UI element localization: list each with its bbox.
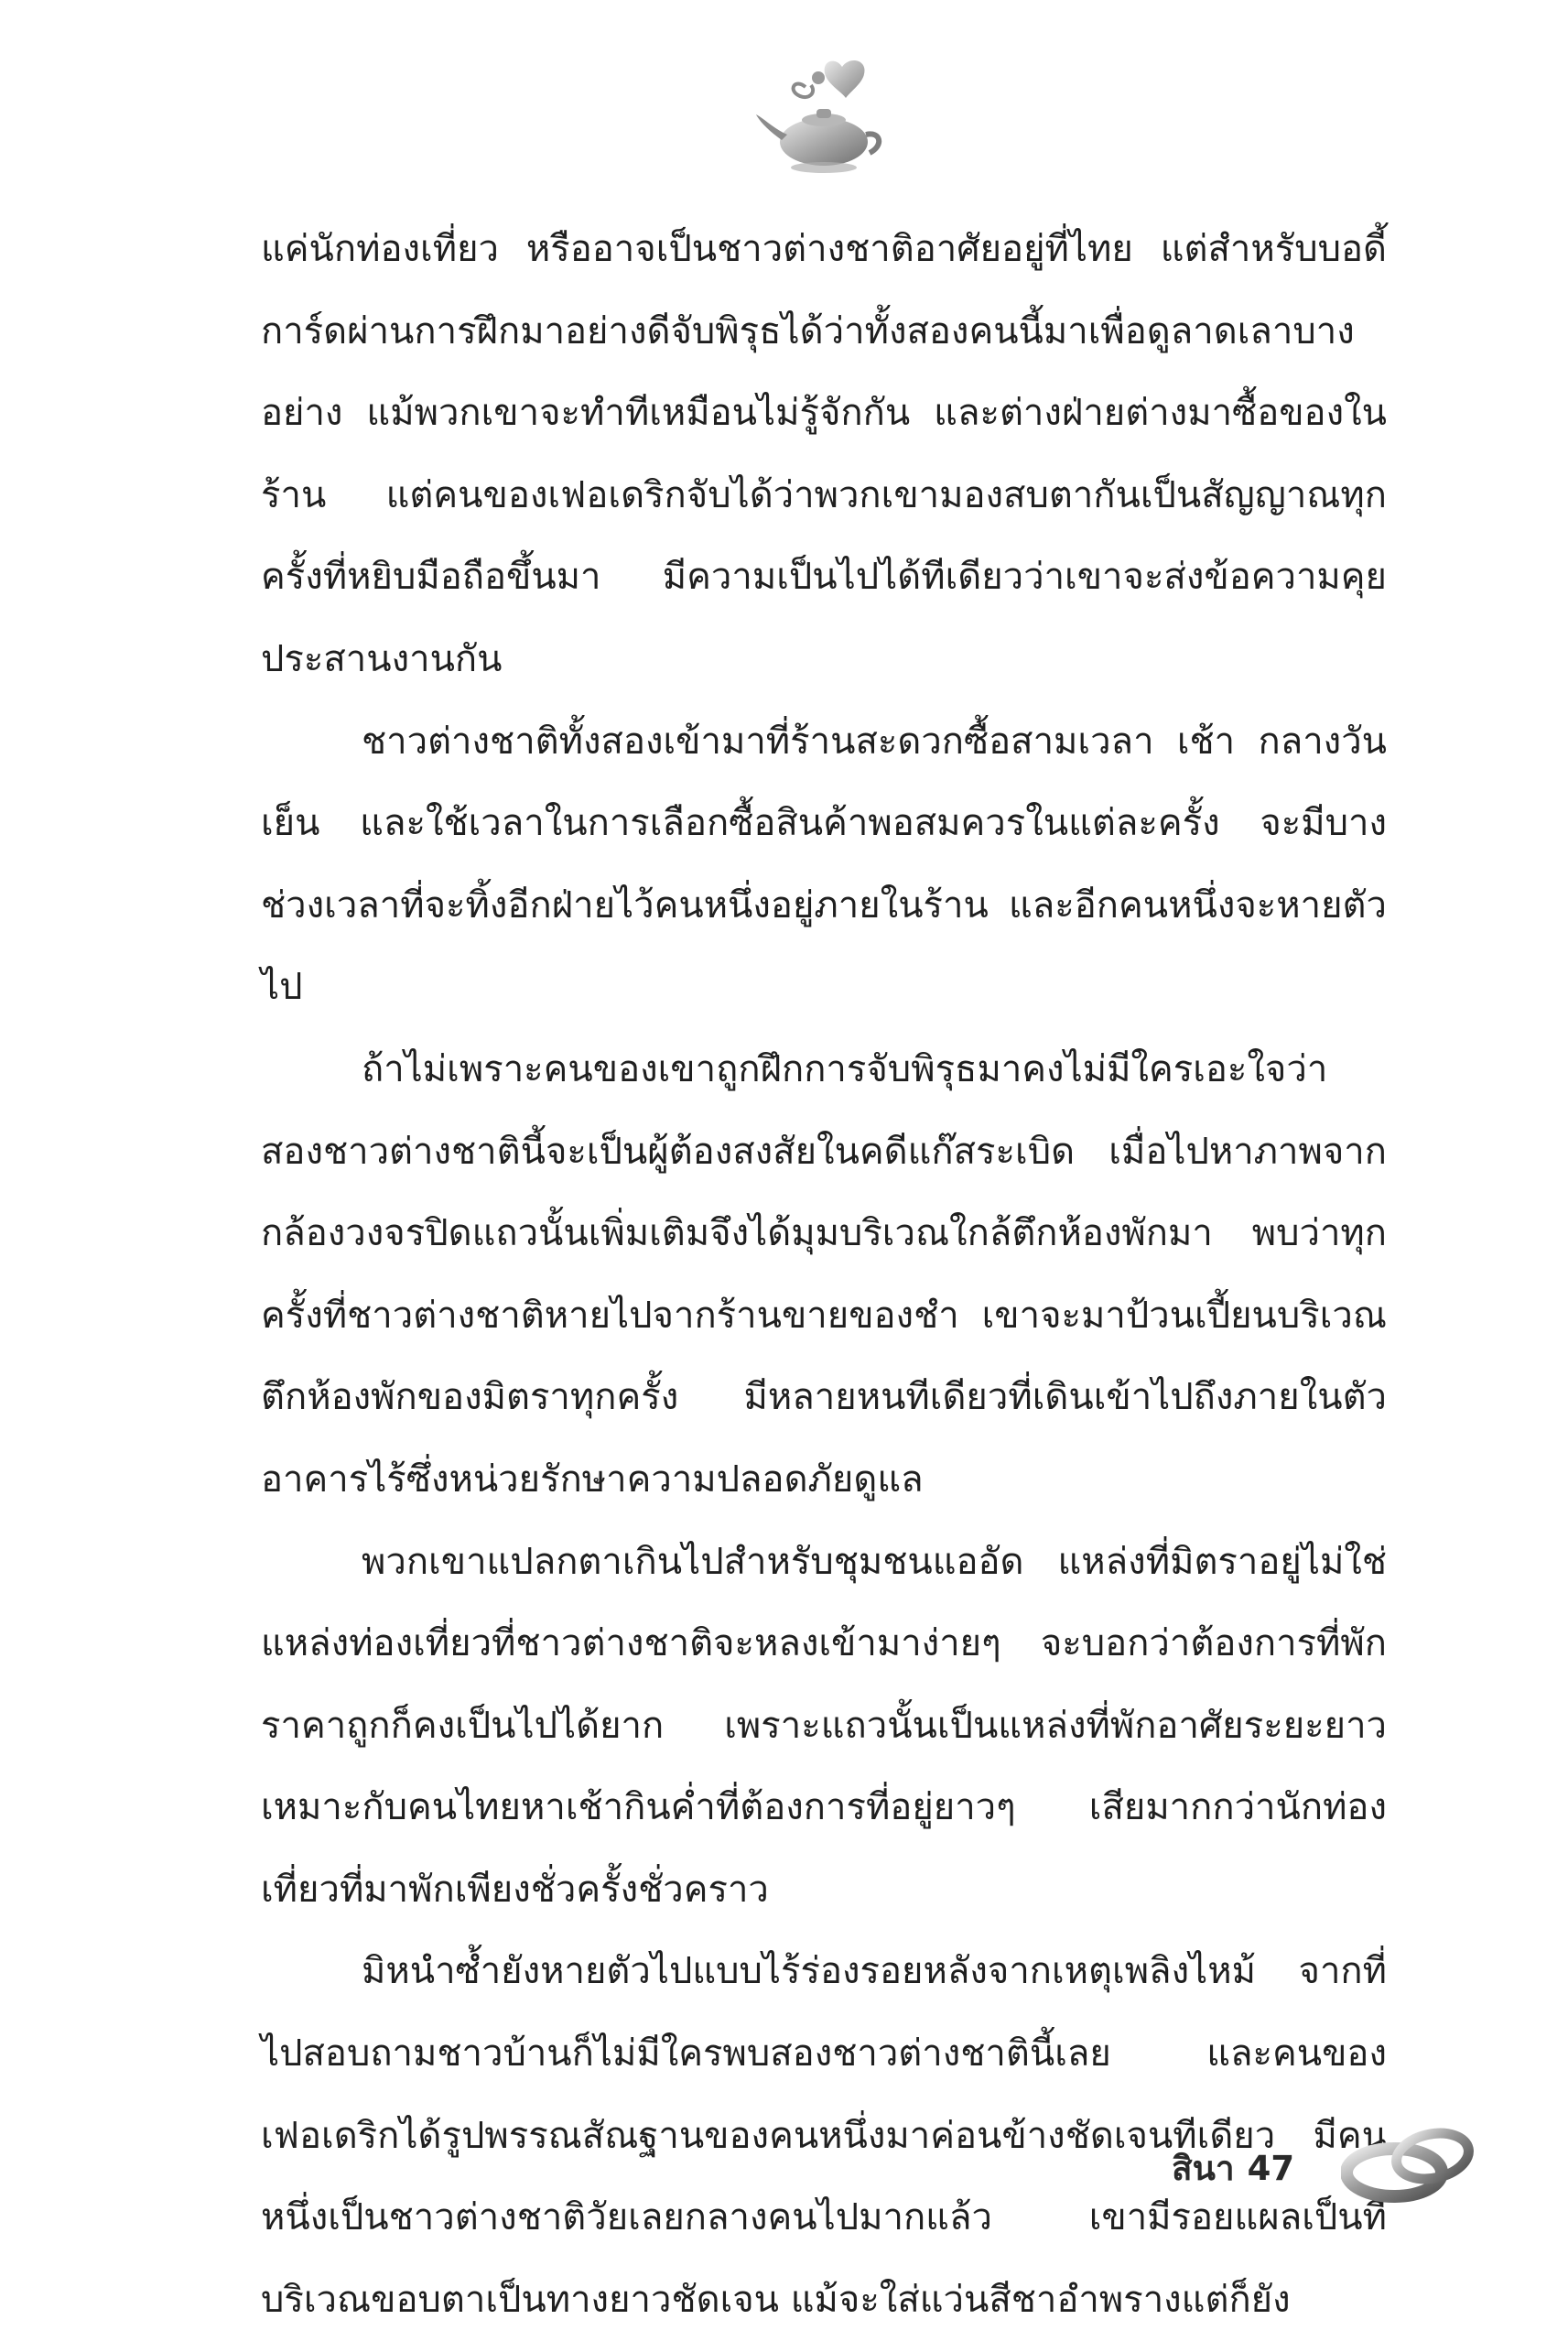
paragraph-3: ถ้าไม่เพราะคนของเขาถูกฝึกการจับพิรุธมาคงไม่มีใครเอะใจว่าสองชาวต่างชาตินี้จะเป็นผู้ต้องสงสัยในคดีแก๊สระเบิด เมื่อไปหาภาพจากกล้องวงจรปิดแถวนั้นเพิ่มเติมจึงได้มุมบริเวณใกล้ตึกห้องพักมา พบว่าทุกครั้งที่ชาวต่างชาติหายไปจากร้านขายของชำ เขาจะมาป้วนเปี้ยนบริเวณตึกห้องพักของมิตราทุกครั้ง มีหลายหนทีเดียวที่เดินเข้าไปถึงภายในตัวอาคารไร้ซึ่งหน่วยรักษาความปลอดภัยดูแล xyxy=(261,1047,1387,1501)
page-footer xyxy=(1172,2119,1474,2211)
book-title: สินา xyxy=(1172,2149,1235,2188)
paragraph-4: พวกเขาแปลกตาเกินไปสำหรับชุมชนแออัด แหล่งที่มิตราอยู่ไม่ใช่แหล่งท่องเที่ยวที่ชาวต่างชาติจะหลงเข้ามาง่ายๆ จะบอกว่าต้องการที่พักราคาถูกก็คงเป็นไปได้ยาก เพราะแถวนั้นเป็นแหล่งที่พักอาศัยระยะยาว เหมาะกับคนไทยหาเช้ากินค่ำที่ต้องการที่อยู่ยาวๆ เสียมากกว่านักท่องเที่ยวที่มาพักเพียงชั่วครั้งชั่วคราว xyxy=(261,1540,1387,1911)
page-text-body xyxy=(261,209,1387,2341)
paragraph-5: มิหนำซ้ำยังหายตัวไปแบบไร้ร่องรอยหลังจากเหตุเพลิงไหม้ จากที่ไปสอบถามชาวบ้านก็ไม่มีใครพบสองชาวต่างชาตินี้เลย และคนของเฟอเดริกได้รูปพรรณสัณฐานของคนหนึ่งมาค่อนข้างชัดเจนทีเดียว มีคนหนึ่งเป็นชาวต่างชาติวัยเลยกลางคนไปมากแล้ว เขามีรอยแผลเป็นที่บริเวณขอบตาเป็นทางยาวชัดเจน แม้จะใส่แว่นสีชาอำพรางแต่ก็ยัง xyxy=(261,1950,1387,2321)
footer-label xyxy=(1172,2141,1307,2195)
paragraph-1: แค่นักท่องเที่ยว หรืออาจเป็นชาวต่างชาติอาศัยอยู่ที่ไทย แต่สำหรับบอดี้การ์ดผ่านการฝึกมาอย่างดีจับพิรุธได้ว่าทั้งสองคนนี้มาเพื่อดูลาดเลาบางอย่าง แม้พวกเขาจะทำทีเหมือนไม่รู้จักกัน และต่างฝ่ายต่างมาซื้อของในร้าน แต่คนของเฟอเดริกจับได้ว่าพวกเขามองสบตากันเป็นสัญญาณทุกครั้งที่หยิบมือถือขึ้นมา มีความเป็นไปได้ทีเดียวว่าเขาจะส่งข้อความคุยประสานงานกัน xyxy=(261,228,1387,680)
page-number: 47 xyxy=(1247,2149,1295,2188)
teapot-heart-ornament-icon xyxy=(751,50,888,188)
wedding-rings-icon xyxy=(1341,2119,1478,2206)
paragraph-2: ชาวต่างชาติทั้งสองเข้ามาที่ร้านสะดวกซื้อสามเวลา เช้า กลางวัน เย็น และใช้เวลาในการเลือกซื้อสินค้าพอสมควรในแต่ละครั้ง จะมีบางช่วงเวลาที่จะทิ้งอีกฝ่ายไว้คนหนึ่งอยู่ภายในร้าน และอีกคนหนึ่งจะหายตัวไป xyxy=(261,720,1387,1009)
